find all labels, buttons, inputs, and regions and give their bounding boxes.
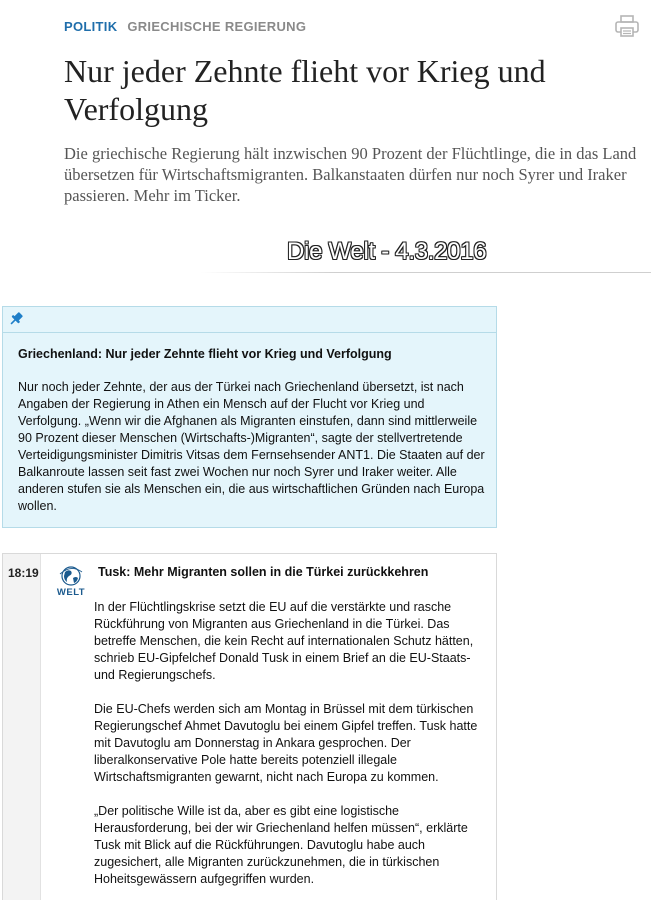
pin-icon [8, 311, 24, 327]
print-icon[interactable] [614, 14, 640, 38]
article-headline: Nur jeder Zehnte flieht vor Krieg und Verfolgung [64, 53, 546, 127]
ticker-entry [2, 553, 497, 900]
breadcrumb [64, 19, 306, 34]
divider [200, 272, 651, 273]
welt-logo [55, 566, 87, 602]
breadcrumb-topic-link[interactable]: GRIECHISCHE REGIERUNG [127, 19, 307, 34]
entry-timestamp: 18:19 [8, 566, 39, 580]
entry-time-column [3, 554, 41, 900]
pinned-entry-text: Nur noch jeder Zehnte, der aus der Türkei nach Griechenland übersetzt, ist nach Angaben der Regierung in Athen ein Mensch auf der Flucht vor Krieg und Verfolgung. „Wenn wir die Afghanen als Migranten einstufen, dann sind mittlerweile 90 Prozent dieser Menschen (Wirtschafts-)Migranten“, sagte der stellvertretende Verteidigungsminister Dimitris Vitsas dem Fernsehsender ANT1. Die Staaten auf der Balkanroute lassen seit fast zwei Wochen nur noch Syrer und Iraker weiter. Alle anderen stufen sie als Menschen ein, die aus wirtschaftlichen Gründen nach Europa wollen. [18, 380, 485, 513]
pinned-entry-title: Griechenland: Nur jeder Zehnte flieht vor Krieg und Verfolgung [18, 347, 392, 361]
logo-text: WELT [56, 587, 86, 598]
entry-paragraph: Die EU-Chefs werden sich am Montag in Brüssel mit dem türkischen Regierungschef Ahmet Davutoglu bei einem Gipfel treffen. Tusk hatte mit Davutoglu am Donnerstag in Ankara gesprochen. Der liberalkonservative Pole hatte bereits potenziell illegale Wirtschaftsmigranten gewarnt, nicht nach Europa zu kommen. [94, 702, 478, 784]
pinned-header-bar [3, 307, 496, 333]
entry-body [94, 599, 494, 905]
entry-paragraph: In der Flüchtlingskrise setzt die EU auf die verstärkte und rasche Rückführung von Migranten aus Griechenland in die Türkei. Das betreffe Menschen, die kein Recht auf internationalen Schutz hätten, schrieb EU-Gipfelchef Donald Tusk in einem Brief an die EU-Staats- und Regierungschefs. [94, 600, 474, 682]
article-intro: Die griechische Regierung hält inzwischen 90 Prozent der Flüchtlinge, die in das Land übersetzen für Wirtschaftsmigranten. Balkanstaaten dürfen nur noch Syrer und Iraker passieren. Mehr im Ticker. [64, 144, 637, 205]
breadcrumb-section-link[interactable]: POLITIK [64, 19, 118, 34]
entry-paragraph: „Der politische Wille ist da, aber es gibt eine logistische Herausforderung, bei der wir Griechenland helfen müssen“, erklärte Tusk mit Blick auf die Rückführungen. Davutoglu habe auch zugesichert, alle Migranten zurückzunehmen, die in türkischen Hoheitsgewässern aufgegriffen wurden. [94, 804, 468, 886]
source-date-stamp: Die Welt - 4.3.2016 [287, 238, 487, 265]
pinned-ticker-entry [2, 306, 497, 528]
globe-icon [55, 566, 87, 588]
entry-title: Tusk: Mehr Migranten sollen in die Türkei zurückkehren [98, 565, 429, 579]
